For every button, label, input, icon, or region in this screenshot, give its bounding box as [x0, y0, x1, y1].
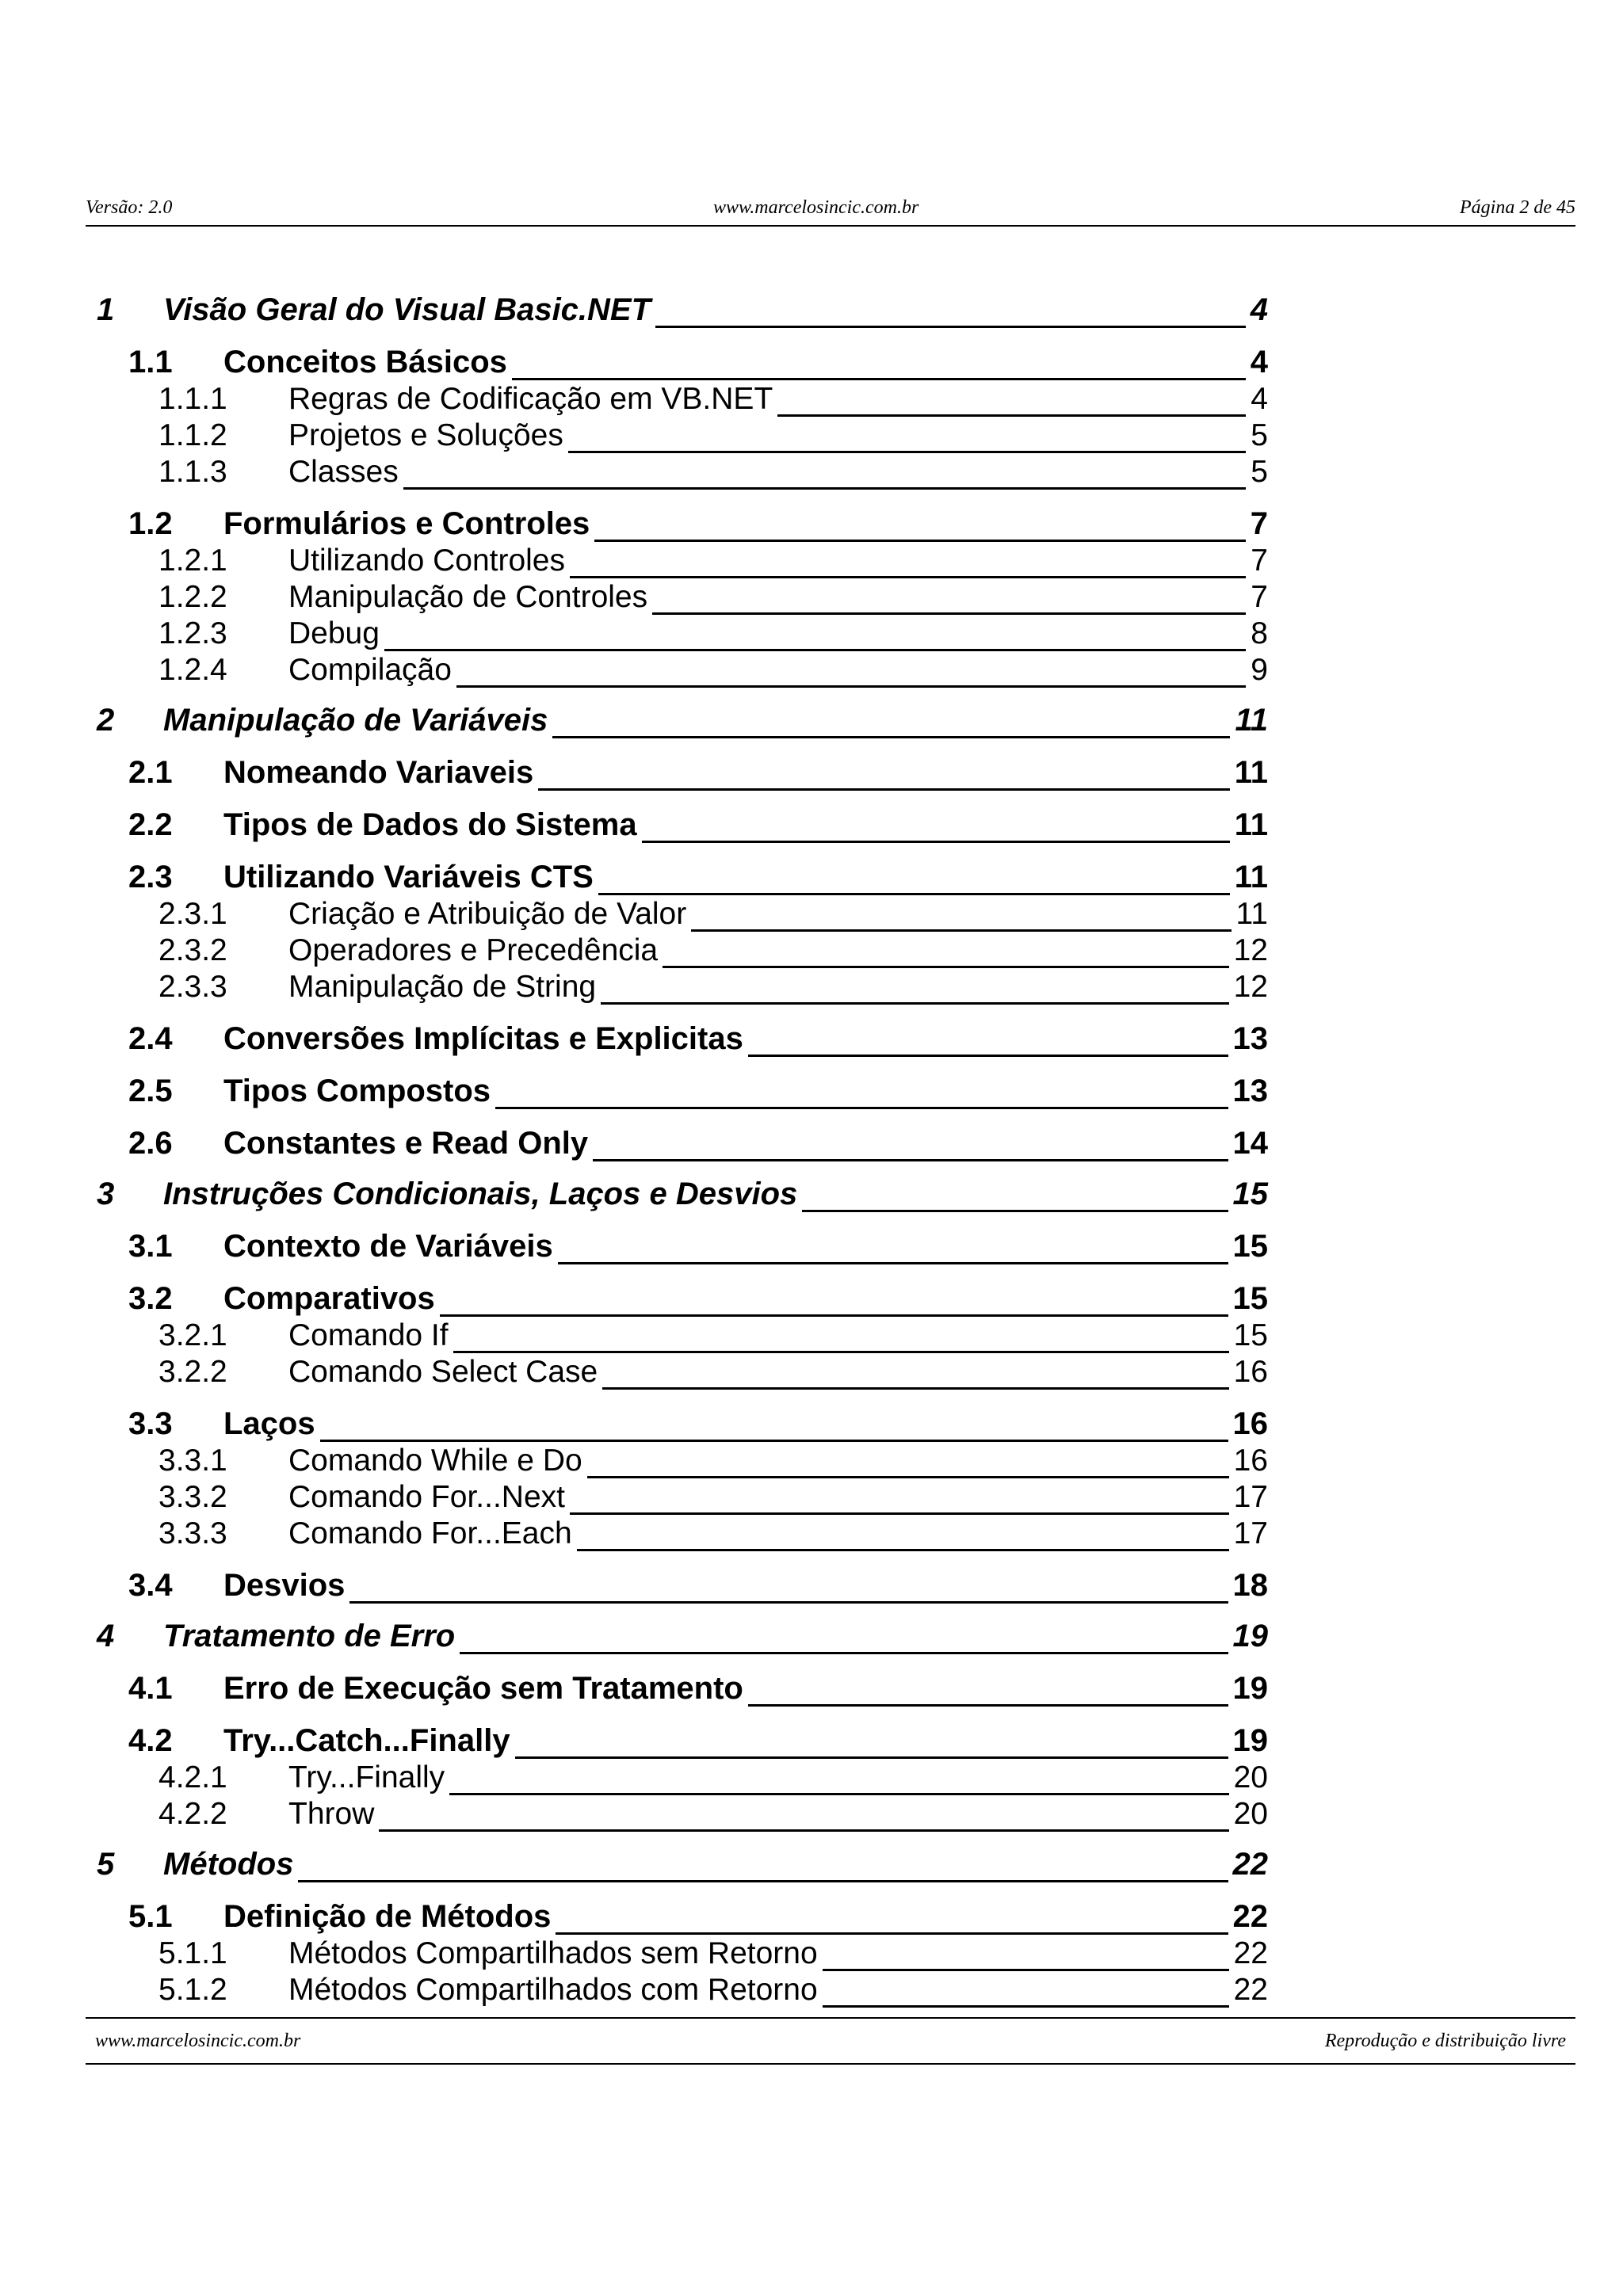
toc-entry[interactable]: [95, 490, 1268, 542]
toc-entry-number: 3.2.1: [158, 1318, 227, 1352]
toc-entry-page: 22: [1233, 1973, 1268, 2007]
toc-entry-title: Utilizando Variáveis CTS: [223, 860, 594, 894]
toc-entry-title: Throw: [288, 1797, 375, 1831]
toc-entry[interactable]: [95, 1212, 1268, 1264]
toc-entry[interactable]: [95, 328, 1268, 380]
toc-entry-number: 2.4: [128, 1021, 173, 1056]
toc-entry[interactable]: [95, 1882, 1268, 1935]
toc-entry-page: 19: [1232, 1671, 1268, 1706]
toc-entry[interactable]: [95, 453, 1268, 490]
toc-entry-title: Laços: [223, 1406, 315, 1441]
toc-entry-number: 4.2.2: [158, 1797, 227, 1831]
toc-entry-page: 4: [1251, 382, 1268, 416]
page-header: [86, 189, 1575, 227]
footer-site-link[interactable]: www.marcelosincic.com.br: [95, 2030, 301, 2051]
toc-entry-title: Debug: [288, 616, 380, 650]
toc-entry-number: 3.3.3: [158, 1516, 227, 1550]
toc-entry[interactable]: [95, 1390, 1268, 1442]
toc-entry-title: Comando For...Each: [288, 1516, 572, 1550]
toc-entry[interactable]: [95, 791, 1268, 843]
toc-entry[interactable]: [95, 542, 1268, 578]
toc-entry-title: Erro de Execução sem Tratamento: [223, 1671, 743, 1706]
toc-entry-title: Métodos Compartilhados com Retorno: [288, 1973, 818, 2007]
toc-entry-number: 2.3: [128, 860, 173, 894]
toc-entry-title: Tipos Compostos: [223, 1074, 491, 1108]
toc-entry-number: 3.4: [128, 1568, 173, 1603]
toc-entry-title: Comparativos: [223, 1281, 435, 1316]
table-of-contents: [95, 277, 1268, 2008]
toc-entry-page: 7: [1251, 543, 1268, 578]
toc-entry[interactable]: [95, 1353, 1268, 1390]
toc-entry-title: Tipos de Dados do Sistema: [223, 807, 637, 842]
toc-entry[interactable]: [95, 1109, 1268, 1161]
toc-entry-number: 5.1.1: [158, 1936, 227, 1970]
toc-entry-page: 7: [1250, 506, 1268, 541]
toc-entry[interactable]: [95, 738, 1268, 791]
toc-entry-number: 3.3: [128, 1406, 173, 1441]
toc-entry-title: Definição de Métodos: [223, 1899, 552, 1934]
toc-entry-title: Comando While e Do: [288, 1444, 582, 1478]
toc-entry-title: Manipulação de Variáveis: [163, 703, 548, 738]
toc-entry[interactable]: [95, 688, 1268, 738]
toc-entry-title: Visão Geral do Visual Basic.NET: [163, 292, 651, 327]
toc-entry-number: 4.1: [128, 1671, 173, 1706]
toc-entry[interactable]: [95, 1604, 1268, 1654]
toc-entry[interactable]: [95, 651, 1268, 688]
toc-entry[interactable]: [95, 1795, 1268, 1832]
toc-entry-number: 2.2: [128, 807, 173, 842]
toc-entry-number: 2: [97, 703, 115, 738]
toc-entry-page: 11: [1234, 807, 1268, 842]
toc-entry-number: 1.2: [128, 506, 173, 541]
toc-entry-number: 2.3.1: [158, 897, 227, 931]
toc-entry-number: 3.1: [128, 1229, 173, 1264]
toc-entry-title: Compilação: [288, 653, 452, 687]
toc-entry-number: 2.3.2: [158, 933, 227, 967]
toc-entry-page: 17: [1233, 1516, 1268, 1550]
toc-entry-page: 22: [1232, 1847, 1268, 1882]
toc-entry-page: 16: [1233, 1355, 1268, 1389]
toc-entry-title: Nomeando Variaveis: [223, 755, 534, 790]
toc-entry-page: 22: [1233, 1936, 1268, 1970]
toc-entry-number: 1.1.2: [158, 418, 227, 452]
toc-entry[interactable]: [95, 1935, 1268, 1971]
toc-entry-number: 1.2.2: [158, 580, 227, 614]
toc-entry-number: 1.1.1: [158, 382, 227, 416]
toc-entry-number: 4.2.1: [158, 1760, 227, 1794]
toc-entry-page: 14: [1232, 1126, 1268, 1161]
toc-entry-number: 2.5: [128, 1074, 173, 1108]
toc-entry-page: 7: [1251, 580, 1268, 614]
toc-entry-page: 9: [1251, 653, 1268, 687]
toc-entry-number: 5.1: [128, 1899, 173, 1934]
toc-entry-page: 20: [1233, 1760, 1268, 1794]
toc-entry[interactable]: [95, 1707, 1268, 1759]
toc-entry-page: 5: [1251, 455, 1268, 489]
toc-entry-page: 15: [1232, 1281, 1268, 1316]
toc-entry-page: 20: [1233, 1797, 1268, 1831]
toc-entry-page: 11: [1235, 703, 1268, 738]
toc-entry-number: 3: [97, 1177, 115, 1211]
toc-entry[interactable]: [95, 932, 1268, 968]
toc-entry-title: Conversões Implícitas e Explicitas: [223, 1021, 743, 1056]
toc-entry-title: Classes: [288, 455, 399, 489]
toc-entry-number: 3.2: [128, 1281, 173, 1316]
toc-entry-title: Tratamento de Erro: [163, 1619, 456, 1653]
toc-entry-page: 4: [1250, 292, 1268, 327]
toc-entry[interactable]: [95, 843, 1268, 895]
toc-entry-number: 2.3.3: [158, 970, 227, 1004]
toc-entry-title: Comando If: [288, 1318, 449, 1352]
toc-entry-title: Projetos e Soluções: [288, 418, 563, 452]
toc-entry-number: 4: [97, 1619, 115, 1653]
toc-entry-title: Formulários e Controles: [223, 506, 590, 541]
toc-entry-title: Manipulação de String: [288, 970, 597, 1004]
toc-entry[interactable]: [95, 1317, 1268, 1353]
toc-entry[interactable]: [95, 1005, 1268, 1057]
toc-entry[interactable]: [95, 968, 1268, 1005]
toc-entry-title: Manipulação de Controles: [288, 580, 648, 614]
toc-entry-page: 22: [1232, 1899, 1268, 1934]
toc-entry-page: 16: [1232, 1406, 1268, 1441]
toc-entry-page: 16: [1233, 1444, 1268, 1478]
toc-entry-title: Contexto de Variáveis: [223, 1229, 553, 1264]
toc-entry[interactable]: [95, 1971, 1268, 2008]
toc-entry-page: 15: [1233, 1318, 1268, 1352]
toc-entry-title: Operadores e Precedência: [288, 933, 659, 967]
toc-entry-title: Constantes e Read Only: [223, 1126, 589, 1161]
toc-entry-title: Try...Finally: [288, 1760, 445, 1794]
toc-entry[interactable]: [95, 380, 1268, 417]
toc-entry-page: 19: [1232, 1619, 1268, 1653]
toc-entry[interactable]: [95, 615, 1268, 651]
toc-entry-page: 12: [1233, 933, 1268, 967]
toc-entry-title: Conceitos Básicos: [223, 345, 507, 379]
toc-entry-page: 5: [1251, 418, 1268, 452]
toc-entry-number: 2.6: [128, 1126, 173, 1161]
toc-entry-number: 5.1.2: [158, 1973, 227, 2007]
toc-entry[interactable]: [95, 417, 1268, 453]
toc-entry-page: 11: [1234, 860, 1268, 894]
toc-entry[interactable]: [95, 1551, 1268, 1604]
toc-entry[interactable]: [95, 1442, 1268, 1478]
toc-entry-page: 17: [1233, 1480, 1268, 1514]
toc-entry-page: 18: [1232, 1568, 1268, 1603]
toc-entry[interactable]: [95, 1759, 1268, 1795]
header-site-link[interactable]: www.marcelosincic.com.br: [713, 197, 919, 218]
toc-entry-number: 1.2.4: [158, 653, 227, 687]
toc-entry-page: 4: [1250, 345, 1268, 379]
toc-entry-number: 1: [97, 292, 115, 327]
toc-entry-title: Criação e Atribuição de Valor: [288, 897, 687, 931]
toc-entry-page: 15: [1232, 1229, 1268, 1264]
toc-entry-page: 11: [1235, 897, 1268, 931]
toc-entry[interactable]: [95, 1057, 1268, 1109]
toc-entry-page: 19: [1232, 1723, 1268, 1758]
toc-entry[interactable]: [95, 1832, 1268, 1882]
toc-entry[interactable]: [95, 895, 1268, 932]
page-number: Página 2 de 45: [1460, 197, 1575, 218]
page-footer: [86, 2017, 1575, 2065]
toc-entry-number: 4.2: [128, 1723, 173, 1758]
toc-leader-line: [823, 2005, 1229, 2008]
toc-entry-number: 3.3.2: [158, 1480, 227, 1514]
toc-entry-title: Métodos: [163, 1847, 294, 1882]
toc-entry-title: Comando Select Case: [288, 1355, 598, 1389]
toc-entry-title: Desvios: [223, 1568, 346, 1603]
toc-entry[interactable]: [95, 1515, 1268, 1551]
toc-entry-number: 1.2.3: [158, 616, 227, 650]
toc-entry-number: 2.1: [128, 755, 173, 790]
toc-entry-title: Comando For...Next: [288, 1480, 565, 1514]
toc-entry-page: 8: [1251, 616, 1268, 650]
toc-entry-page: 13: [1232, 1074, 1268, 1108]
toc-entry-number: 3.2.2: [158, 1355, 227, 1389]
version-label: Versão: 2.0: [86, 197, 173, 218]
toc-entry-page: 12: [1233, 970, 1268, 1004]
toc-entry-title: Métodos Compartilhados sem Retorno: [288, 1936, 818, 1970]
toc-entry-title: Utilizando Controles: [288, 543, 566, 578]
toc-entry[interactable]: [95, 1654, 1268, 1707]
toc-entry-number: 3.3.1: [158, 1444, 227, 1478]
toc-entry-title: Regras de Codificação em VB.NET: [288, 382, 773, 416]
toc-entry[interactable]: [95, 1478, 1268, 1515]
toc-entry[interactable]: [95, 1161, 1268, 1212]
toc-entry-page: 11: [1234, 755, 1268, 790]
toc-entry-page: 13: [1232, 1021, 1268, 1056]
toc-entry[interactable]: [95, 277, 1268, 328]
toc-entry-number: 1.1.3: [158, 455, 227, 489]
toc-entry-title: Instruções Condicionais, Laços e Desvios: [163, 1177, 798, 1211]
toc-entry[interactable]: [95, 1264, 1268, 1317]
toc-entry-title: Try...Catch...Finally: [223, 1723, 510, 1758]
toc-entry[interactable]: [95, 578, 1268, 615]
toc-entry-page: 15: [1232, 1177, 1268, 1211]
footer-rights: Reprodução e distribuição livre: [1324, 2030, 1566, 2051]
toc-entry-number: 5: [97, 1847, 115, 1882]
toc-entry-number: 1.2.1: [158, 543, 227, 578]
toc-entry-number: 1.1: [128, 345, 173, 379]
